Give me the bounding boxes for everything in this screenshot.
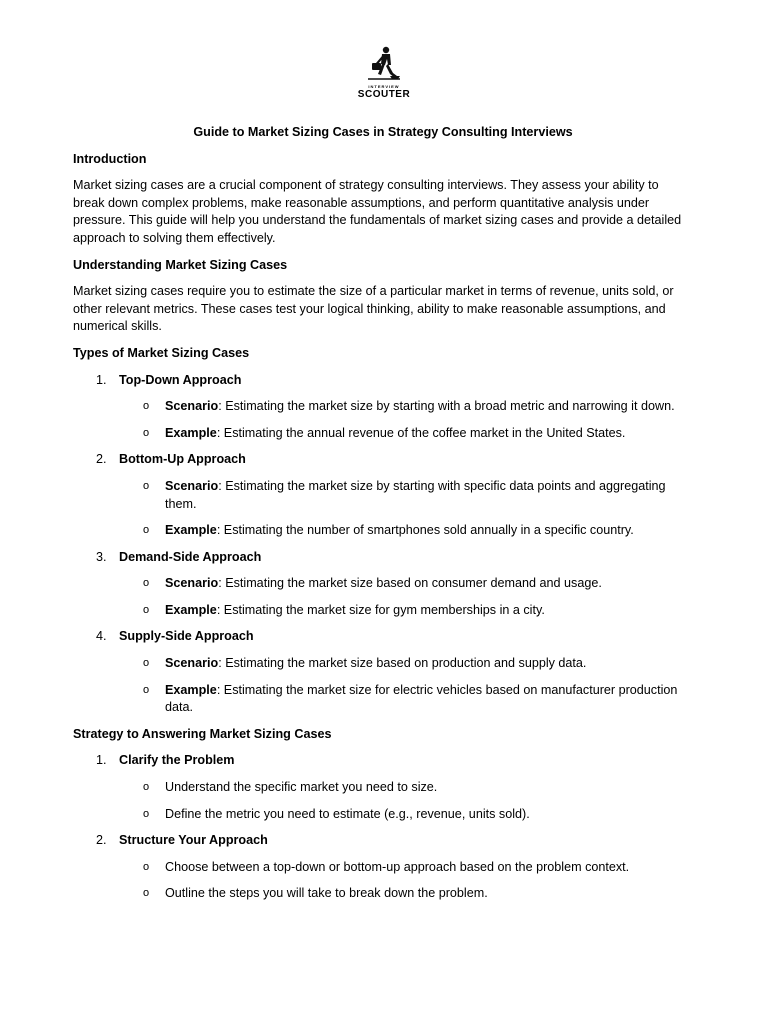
scenario-label: Scenario <box>165 399 219 414</box>
types-list-item <box>73 372 693 443</box>
list-number: 1. <box>96 753 107 768</box>
example-label: Example <box>165 425 217 440</box>
list-item-title: Clarify the Problem <box>119 753 235 768</box>
list-number: 2. <box>96 833 107 848</box>
bullet-icon: o <box>143 603 150 616</box>
scenario-label: Scenario <box>165 478 219 493</box>
person-with-briefcase-icon <box>364 45 404 83</box>
sub-list-item <box>119 885 693 903</box>
interview-scouter-logo <box>345 45 423 107</box>
scenario-text: : Estimating the market size based on consumer demand and usage. <box>218 576 602 591</box>
types-list-item <box>73 628 693 716</box>
sub-list-item <box>119 682 693 717</box>
list-item-title: Top-Down Approach <box>119 372 242 387</box>
example-text: : Estimating the number of smartphones sold annually in a specific country. <box>216 523 634 538</box>
example-text: : Estimating the market size for gym memberships in a city. <box>216 602 545 617</box>
strategy-heading: Strategy to Answering Market Sizing Cases <box>73 726 332 741</box>
types-list-item <box>73 451 693 539</box>
bullet-text: Understand the specific market you need to size. <box>165 780 438 795</box>
scenario-text: : Estimating the market size by starting with a broad metric and narrowing it down. <box>218 399 675 414</box>
sub-list-item <box>119 425 693 443</box>
bullet-icon: o <box>143 524 150 537</box>
sub-list <box>119 398 693 442</box>
example-text: : Estimating the annual revenue of the coffee market in the United States. <box>216 425 626 440</box>
bullet-icon: o <box>143 683 150 696</box>
types-heading: Types of Market Sizing Cases <box>73 345 250 360</box>
list-item-title: Bottom-Up Approach <box>119 452 246 467</box>
bullet-icon: o <box>143 807 150 820</box>
list-number: 3. <box>96 549 107 564</box>
intro-heading: Introduction <box>73 151 147 166</box>
understanding-paragraph: Market sizing cases require you to estimate the size of a particular market in terms of revenue, units sold, or other relevant metrics. These cases test your logical thinking, ability to make reasonable assumptions, and numerical skills. <box>73 284 674 334</box>
list-item-title: Demand-Side Approach <box>119 549 262 564</box>
bullet-text: Define the metric you need to estimate (e.g., revenue, units sold). <box>165 806 530 821</box>
list-number: 4. <box>96 629 107 644</box>
types-list <box>73 372 693 717</box>
sub-list-item <box>119 522 693 540</box>
types-list-item <box>73 549 693 620</box>
sub-list <box>119 478 693 540</box>
strategy-list <box>73 752 693 903</box>
sub-list-item <box>119 806 693 824</box>
example-label: Example <box>165 682 217 697</box>
sub-list-item <box>119 478 693 513</box>
bullet-text: Choose between a top-down or bottom-up approach based on the problem context. <box>165 859 630 874</box>
list-number: 2. <box>96 452 107 467</box>
sub-list <box>119 779 693 823</box>
sub-list <box>119 575 693 619</box>
bullet-text: Outline the steps you will take to break down the problem. <box>165 886 488 901</box>
sub-list-item <box>119 779 693 797</box>
bullet-icon: o <box>143 781 150 794</box>
document-title: Guide to Market Sizing Cases in Strategy Consulting Interviews <box>193 125 573 139</box>
sub-list-item <box>119 859 693 877</box>
list-item-title: Structure Your Approach <box>119 833 268 848</box>
sub-list-item <box>119 655 693 673</box>
sub-list <box>119 859 693 903</box>
example-text: : Estimating the market size for electric vehicles based on manufacturer production data. <box>165 682 678 715</box>
document-body <box>73 124 693 912</box>
bullet-icon: o <box>143 887 150 900</box>
sub-list <box>119 655 693 717</box>
bullet-icon: o <box>143 426 150 439</box>
list-item-title: Supply-Side Approach <box>119 629 254 644</box>
logo-small-text: INTERVIEW <box>368 84 400 89</box>
intro-paragraph: Market sizing cases are a crucial component of strategy consulting interviews. They assess your ability to break down complex problems, make reasonable assumptions, and perform quantitative analysis under pressure. This guide will help you understand the fundamentals of market sizing cases and provide a detailed approach to solving them effectively. <box>73 178 682 245</box>
scenario-text: : Estimating the market size based on production and supply data. <box>218 656 587 671</box>
sub-list-item <box>119 398 693 416</box>
sub-list-item <box>119 602 693 620</box>
list-number: 1. <box>96 372 107 387</box>
strategy-list-item <box>73 752 693 823</box>
scenario-label: Scenario <box>165 656 219 671</box>
scenario-text: : Estimating the market size by starting with specific data points and aggregating them. <box>165 478 666 511</box>
bullet-icon: o <box>143 860 150 873</box>
example-label: Example <box>165 523 217 538</box>
example-label: Example <box>165 602 217 617</box>
scenario-label: Scenario <box>165 576 219 591</box>
logo-brand-text: SCOUTER <box>357 89 411 100</box>
bullet-icon: o <box>143 577 150 590</box>
bullet-icon: o <box>143 479 150 492</box>
sub-list-item <box>119 575 693 593</box>
understanding-heading: Understanding Market Sizing Cases <box>73 257 288 272</box>
strategy-list-item <box>73 832 693 903</box>
bullet-icon: o <box>143 400 150 413</box>
bullet-icon: o <box>143 657 150 670</box>
